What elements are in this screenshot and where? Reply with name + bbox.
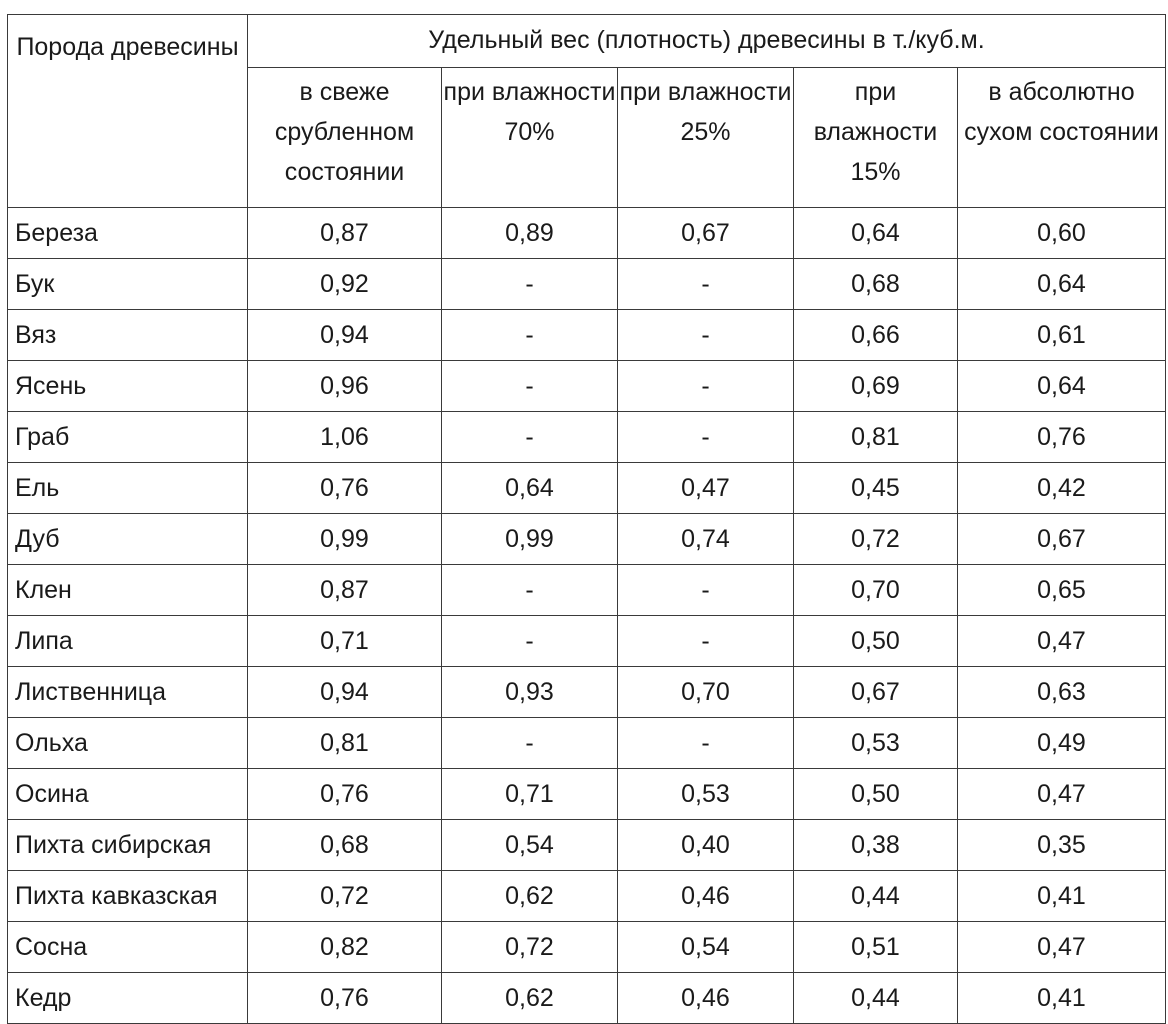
density-value: - <box>442 565 618 616</box>
density-value: 0,45 <box>794 463 958 514</box>
density-value: 0,76 <box>248 463 442 514</box>
density-value: 0,70 <box>618 667 794 718</box>
density-value: - <box>618 565 794 616</box>
species-name: Клен <box>8 565 248 616</box>
density-value: 0,41 <box>958 871 1166 922</box>
table-row <box>8 616 1166 667</box>
density-value: 0,94 <box>248 667 442 718</box>
density-value: 0,47 <box>958 769 1166 820</box>
density-header: Удельный вес (плотность) древесины в т./куб.м. <box>248 15 1166 68</box>
density-value: 0,62 <box>442 871 618 922</box>
density-value: - <box>618 259 794 310</box>
table-row <box>8 922 1166 973</box>
species-name: Осина <box>8 769 248 820</box>
table-row <box>8 361 1166 412</box>
density-value: 0,49 <box>958 718 1166 769</box>
density-value: 0,63 <box>958 667 1166 718</box>
density-value: 0,70 <box>794 565 958 616</box>
density-value: 0,67 <box>794 667 958 718</box>
table-row <box>8 463 1166 514</box>
species-name: Вяз <box>8 310 248 361</box>
species-name: Бук <box>8 259 248 310</box>
species-header: Порода древесины <box>8 15 248 208</box>
density-value: 0,99 <box>442 514 618 565</box>
density-value: 0,71 <box>248 616 442 667</box>
density-value: 0,60 <box>958 208 1166 259</box>
species-name: Ольха <box>8 718 248 769</box>
table-row <box>8 871 1166 922</box>
density-value: 0,74 <box>618 514 794 565</box>
density-value: 0,40 <box>618 820 794 871</box>
density-value: 0,38 <box>794 820 958 871</box>
density-value: 0,54 <box>442 820 618 871</box>
table-row <box>8 310 1166 361</box>
table-row <box>8 565 1166 616</box>
species-name: Липа <box>8 616 248 667</box>
density-value: 0,47 <box>958 616 1166 667</box>
density-value: 0,44 <box>794 871 958 922</box>
density-value: 0,94 <box>248 310 442 361</box>
col-header-moisture-15: при влажности 15% <box>794 67 958 207</box>
density-value: 0,35 <box>958 820 1166 871</box>
species-name: Пихта сибирская <box>8 820 248 871</box>
density-value: 0,54 <box>618 922 794 973</box>
density-value: 0,42 <box>958 463 1166 514</box>
density-value: 0,99 <box>248 514 442 565</box>
species-name: Дуб <box>8 514 248 565</box>
density-value: 0,62 <box>442 973 618 1024</box>
density-value: 0,67 <box>958 514 1166 565</box>
species-name: Кедр <box>8 973 248 1024</box>
density-value: 0,76 <box>248 769 442 820</box>
species-name: Лиственница <box>8 667 248 718</box>
density-value: 0,53 <box>618 769 794 820</box>
table-row <box>8 769 1166 820</box>
density-value: 0,47 <box>618 463 794 514</box>
species-name: Ясень <box>8 361 248 412</box>
col-header-moisture-25: при влажности 25% <box>618 67 794 207</box>
table-row <box>8 667 1166 718</box>
density-value: 0,81 <box>248 718 442 769</box>
density-value: 0,72 <box>442 922 618 973</box>
table-row <box>8 718 1166 769</box>
density-value: 0,65 <box>958 565 1166 616</box>
species-name: Пихта кавказская <box>8 871 248 922</box>
density-value: 0,92 <box>248 259 442 310</box>
density-value: - <box>618 412 794 463</box>
density-value: 0,89 <box>442 208 618 259</box>
density-value: 0,71 <box>442 769 618 820</box>
col-header-dry: в абсолютно сухом состоянии <box>958 67 1166 207</box>
species-name: Сосна <box>8 922 248 973</box>
table-row <box>8 208 1166 259</box>
table-row <box>8 259 1166 310</box>
density-value: 0,93 <box>442 667 618 718</box>
species-name: Ель <box>8 463 248 514</box>
density-value: 0,67 <box>618 208 794 259</box>
density-value: - <box>442 718 618 769</box>
density-value: 0,64 <box>958 361 1166 412</box>
table-body <box>8 208 1166 1024</box>
species-name: Береза <box>8 208 248 259</box>
density-value: - <box>442 616 618 667</box>
density-value: 0,50 <box>794 616 958 667</box>
table-row <box>8 820 1166 871</box>
density-value: 0,51 <box>794 922 958 973</box>
density-value: 0,87 <box>248 208 442 259</box>
density-value: 0,87 <box>248 565 442 616</box>
density-value: 0,76 <box>958 412 1166 463</box>
density-value: 0,44 <box>794 973 958 1024</box>
wood-density-table <box>7 14 1166 1024</box>
col-header-moisture-70: при влажности 70% <box>442 67 618 207</box>
header-row-top <box>8 15 1166 68</box>
density-value: 0,53 <box>794 718 958 769</box>
density-value: 0,69 <box>794 361 958 412</box>
density-value: 0,64 <box>442 463 618 514</box>
density-value: 0,81 <box>794 412 958 463</box>
table-row <box>8 412 1166 463</box>
density-value: 0,46 <box>618 871 794 922</box>
density-value: - <box>618 718 794 769</box>
density-value: - <box>442 310 618 361</box>
density-value: - <box>618 361 794 412</box>
species-name: Граб <box>8 412 248 463</box>
density-value: 0,68 <box>248 820 442 871</box>
density-value: 0,72 <box>248 871 442 922</box>
table-row <box>8 973 1166 1024</box>
density-value: - <box>442 259 618 310</box>
density-value: 0,61 <box>958 310 1166 361</box>
table-row <box>8 514 1166 565</box>
density-value: 0,50 <box>794 769 958 820</box>
density-value: 0,76 <box>248 973 442 1024</box>
density-value: - <box>618 616 794 667</box>
density-value: 0,47 <box>958 922 1166 973</box>
density-value: 0,82 <box>248 922 442 973</box>
col-header-fresh: в свеже срубленном состоянии <box>248 67 442 207</box>
density-value: - <box>442 412 618 463</box>
density-value: 0,96 <box>248 361 442 412</box>
density-value: 0,68 <box>794 259 958 310</box>
density-value: 0,66 <box>794 310 958 361</box>
density-value: 0,72 <box>794 514 958 565</box>
density-value: - <box>442 361 618 412</box>
density-value: 0,46 <box>618 973 794 1024</box>
density-value: - <box>618 310 794 361</box>
density-value: 0,64 <box>794 208 958 259</box>
density-value: 0,64 <box>958 259 1166 310</box>
density-value: 0,41 <box>958 973 1166 1024</box>
density-value: 1,06 <box>248 412 442 463</box>
